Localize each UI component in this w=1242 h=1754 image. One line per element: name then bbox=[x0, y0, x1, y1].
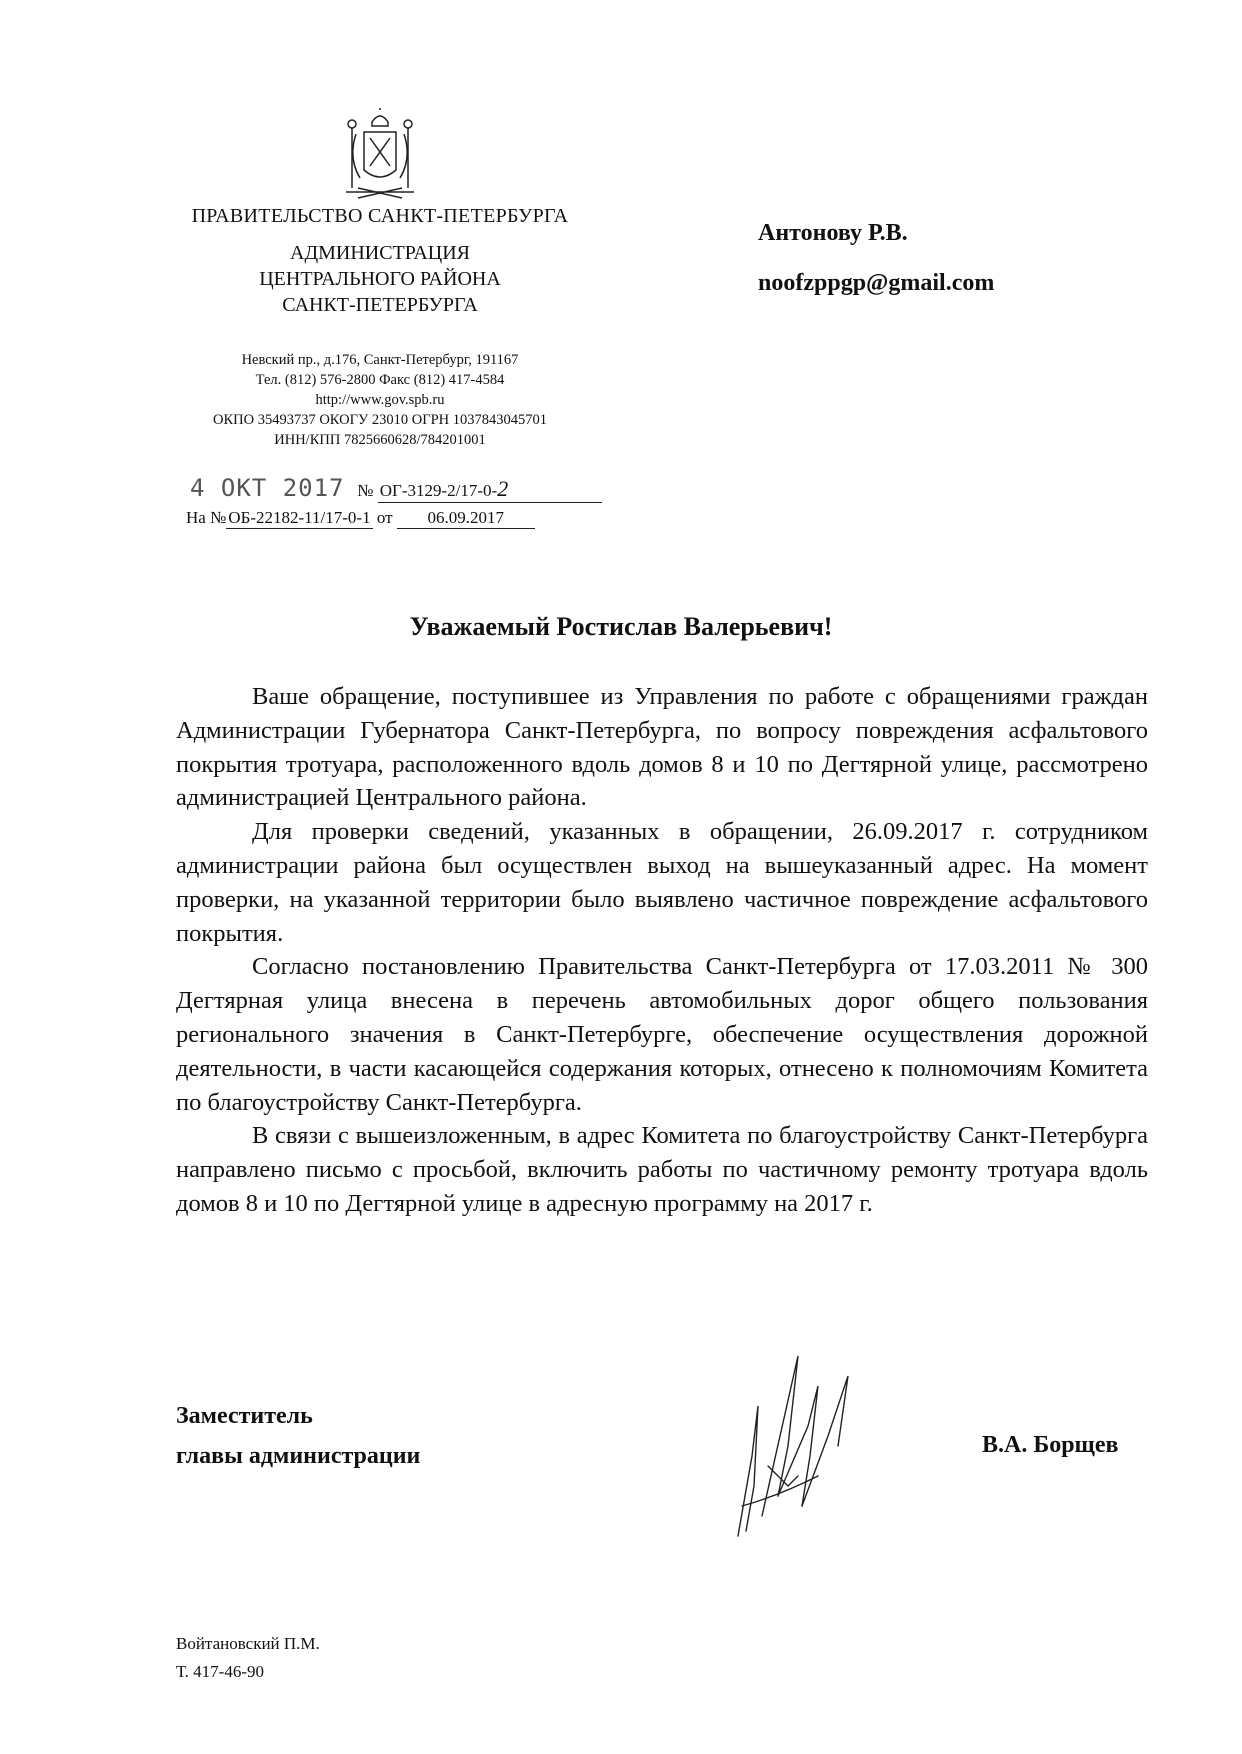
administration-line: ЦЕНТРАЛЬНОГО РАЙОНА bbox=[259, 268, 501, 290]
government-title: ПРАВИТЕЛЬСТВО САНКТ-ПЕТЕРБУРГА bbox=[191, 205, 569, 227]
paragraph: Для проверки сведений, указанных в обращении, 26.09.2017 г. сотрудником администрации района был осуществлен выход на вышеуказанный адрес. На момент проверки, на указанной территории было выявлено частичное повреждение асфальтового покрытия. bbox=[176, 818, 1148, 947]
registration-number-label: № bbox=[357, 481, 374, 500]
administration-title bbox=[150, 240, 610, 318]
website-line: http://www.gov.spb.ru bbox=[315, 392, 445, 408]
executor-block bbox=[176, 1630, 320, 1686]
addressee-email: noofzppgp@gmail.com bbox=[758, 270, 995, 296]
administration-line: АДМИНИСТРАЦИЯ bbox=[290, 242, 470, 264]
registration-line bbox=[190, 474, 610, 503]
administration-line: САНКТ-ПЕТЕРБУРГА bbox=[282, 294, 478, 316]
reference-line bbox=[186, 508, 606, 529]
executor-phone: Т. 417-46-90 bbox=[176, 1662, 265, 1681]
reference-label: На № bbox=[186, 508, 227, 527]
reference-number: ОБ-22182-11/17-0-1 bbox=[228, 508, 371, 527]
letter-body bbox=[176, 680, 1148, 1221]
paragraph: Ваше обращение, поступившее из Управления по работе с обращениями граждан Администрации Губернатора Санкт-Петербурга, по вопросу повреждения асфальтового покрытия тротуара, расположенного вдоль домов 8 и 10 по Дегтярной улице, рассмотрено администрацией Центрального района. bbox=[176, 683, 1148, 812]
executor-name: Войтановский П.М. bbox=[176, 1634, 320, 1653]
registration-number-suffix: 2 bbox=[497, 476, 509, 501]
inn-line: ИНН/КПП 7825660628/784201001 bbox=[274, 432, 486, 448]
contact-block bbox=[150, 350, 610, 450]
address-line: Невский пр., д.176, Санкт-Петербург, 191167 bbox=[241, 352, 519, 368]
signatory-name: В.А. Борщев bbox=[982, 1432, 1119, 1458]
signatory-title: Заместитель главы администрации bbox=[176, 1403, 421, 1469]
salutation: Уважаемый Ростислав Валерьевич! bbox=[409, 612, 833, 641]
reference-date: 06.09.2017 bbox=[397, 508, 535, 529]
coat-of-arms-icon bbox=[338, 108, 422, 204]
handwritten-signature bbox=[718, 1346, 918, 1546]
codes-line: ОКПО 35493737 ОКОГУ 23010 ОГРН 1037843045701 bbox=[212, 412, 547, 428]
addressee-block bbox=[758, 208, 994, 308]
registration-number: ОГ-3129-2/17-0-2 bbox=[378, 476, 602, 503]
paragraph: Согласно постановлению Правительства Санкт-Петербурга от 17.03.2011 № 300 Дегтярная улица внесена в перечень автомобильных дорог общего пользования регионального значения в Санкт-Петербурге, обеспечение осуществления дорожной деятельности, в части касающейся содержания которых, отнесено к полномочиям Комитета по благоустройству Санкт-Петербурга. bbox=[176, 953, 1148, 1116]
paragraph: В связи с вышеизложенным, в адрес Комитета по благоустройству Санкт-Петербурга направлено письмо с просьбой, включить работы по частичному ремонту тротуара вдоль домов 8 и 10 по Дегтярной улице в адресную программу на 2017 г. bbox=[176, 1122, 1148, 1217]
addressee-name: Антонову Р.В. bbox=[758, 220, 908, 246]
reference-from-label: от bbox=[376, 508, 393, 527]
phone-line: Тел. (812) 576-2800 Факс (812) 417-4584 bbox=[255, 372, 505, 388]
registration-date-stamp: 4 ОКТ 2017 bbox=[190, 474, 345, 502]
